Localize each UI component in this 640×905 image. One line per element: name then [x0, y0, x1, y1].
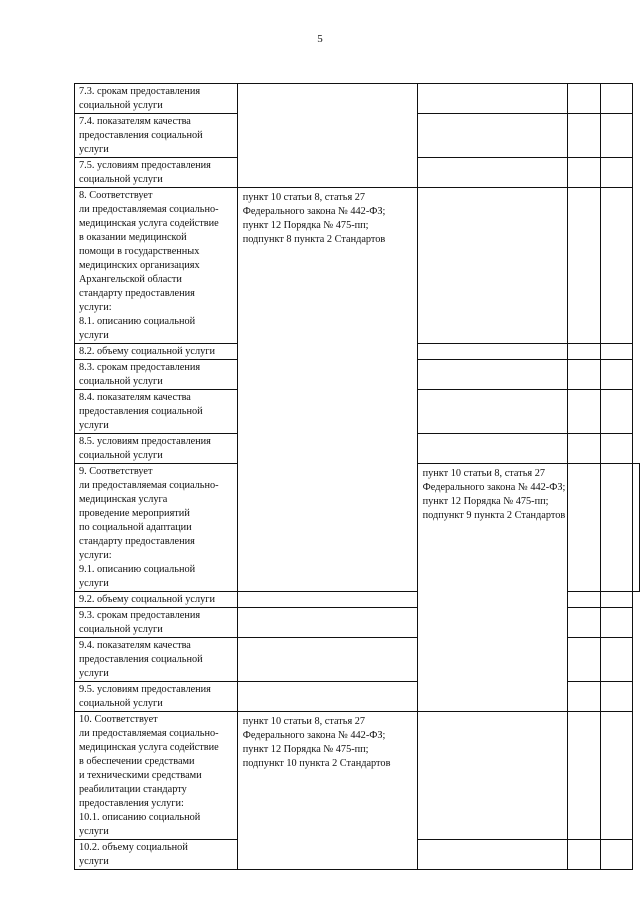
question-cell	[75, 464, 238, 592]
answer-na-cell[interactable]	[600, 114, 632, 158]
legal-basis-cell	[237, 712, 417, 870]
question-line: 8.5. условиям предоставления	[79, 436, 211, 447]
question-line: Архангельской области	[79, 274, 182, 285]
question-line: предоставления услуги:	[79, 798, 184, 809]
question-cell	[75, 592, 238, 608]
answer-no-cell[interactable]	[568, 608, 600, 638]
question-cell	[75, 638, 238, 682]
question-line: 9. Соответствует	[79, 466, 153, 477]
answer-yes-cell[interactable]	[417, 114, 568, 158]
legal-basis-line: пункт 10 статьи 8, статья 27	[242, 716, 366, 727]
answer-na-cell[interactable]	[600, 592, 632, 608]
question-cell	[75, 158, 238, 188]
question-line: услуги	[79, 420, 109, 431]
question-line: услуги:	[79, 550, 112, 561]
question-line: в обеспечении средствами	[79, 756, 195, 767]
question-cell	[75, 608, 238, 638]
answer-no-cell[interactable]	[568, 390, 600, 434]
answer-no-cell[interactable]	[568, 84, 600, 114]
checklist-body	[75, 84, 640, 870]
question-line: 9.5. условиям предоставления	[79, 684, 211, 695]
legal-basis-line: пункт 10 статьи 8, статья 27	[422, 468, 546, 479]
table-row	[75, 188, 640, 344]
question-line: медицинская услуга содействие	[79, 742, 219, 753]
answer-no-cell[interactable]	[568, 114, 600, 158]
question-line: 10. Соответствует	[79, 714, 158, 725]
answer-yes-cell[interactable]	[417, 840, 568, 870]
legal-basis-line: Федерального закона № 442-ФЗ;	[242, 730, 386, 741]
question-line: предоставления социальной	[79, 406, 203, 417]
answer-na-cell[interactable]	[600, 434, 632, 464]
question-line: проведение мероприятий	[79, 508, 190, 519]
question-line: 10.1. описанию социальной	[79, 812, 201, 823]
question-line: социальной услуги	[79, 100, 163, 111]
question-line: медицинских организациях	[79, 260, 200, 271]
question-cell	[75, 840, 238, 870]
question-line: услуги	[79, 826, 109, 837]
answer-no-cell[interactable]	[568, 682, 600, 712]
question-line: 8.4. показателям качества	[79, 392, 191, 403]
answer-yes-cell[interactable]	[237, 608, 417, 638]
answer-na-cell[interactable]	[600, 390, 632, 434]
answer-yes-cell[interactable]	[417, 158, 568, 188]
answer-yes-cell[interactable]	[568, 464, 600, 592]
question-line: 8.3. срокам предоставления	[79, 362, 201, 373]
question-line: ли предоставляемая социально-	[79, 480, 219, 491]
legal-basis-line: подпункт 8 пункта 2 Стандартов	[242, 234, 386, 245]
answer-no-cell[interactable]	[568, 592, 600, 608]
question-line: стандарту предоставления	[79, 288, 195, 299]
answer-yes-cell[interactable]	[237, 682, 417, 712]
question-line: услуги	[79, 330, 109, 341]
answer-na-cell[interactable]	[600, 84, 632, 114]
legal-basis-line: пункт 12 Порядка № 475-пп;	[422, 496, 549, 507]
legal-basis-line: пункт 12 Порядка № 475-пп;	[242, 220, 369, 231]
question-line: медицинская услуга	[79, 494, 168, 505]
table-row	[75, 84, 640, 114]
answer-na-cell[interactable]	[600, 840, 632, 870]
question-line: услуги:	[79, 302, 112, 313]
question-cell	[75, 360, 238, 390]
question-line: социальной услуги	[79, 450, 163, 461]
question-cell	[75, 682, 238, 712]
question-line: помощи в государственных	[79, 246, 200, 257]
question-line: 10.2. объему социальной	[79, 842, 188, 853]
answer-no-cell[interactable]	[568, 344, 600, 360]
answer-yes-cell[interactable]	[417, 712, 568, 840]
legal-basis-cell	[417, 464, 568, 712]
question-line: медицинская услуга содействие	[79, 218, 219, 229]
question-line: социальной услуги	[79, 376, 163, 387]
answer-na-cell[interactable]	[600, 638, 632, 682]
answer-na-cell[interactable]	[600, 344, 632, 360]
legal-basis-line: пункт 12 Порядка № 475-пп;	[242, 744, 369, 755]
answer-no-cell[interactable]	[568, 712, 600, 840]
question-cell	[75, 114, 238, 158]
legal-basis-line: Федерального закона № 442-ФЗ;	[422, 482, 566, 493]
question-cell	[75, 390, 238, 434]
legal-basis-line: Федерального закона № 442-ФЗ;	[242, 206, 386, 217]
answer-yes-cell[interactable]	[417, 344, 568, 360]
answer-yes-cell[interactable]	[417, 360, 568, 390]
question-line: стандарту предоставления	[79, 536, 195, 547]
answer-no-cell[interactable]	[568, 638, 600, 682]
question-line: реабилитации стандарту	[79, 784, 187, 795]
question-line: 8.2. объему социальной услуги	[79, 346, 216, 357]
question-cell	[75, 84, 238, 114]
answer-na-cell[interactable]	[600, 608, 632, 638]
question-line: 9.1. описанию социальной	[79, 564, 196, 575]
answer-no-cell[interactable]	[568, 158, 600, 188]
question-line: 8. Соответствует	[79, 190, 153, 201]
page-number: 5	[317, 33, 323, 45]
answer-yes-cell[interactable]	[237, 638, 417, 682]
question-line: предоставления социальной	[79, 130, 203, 141]
question-line: услуги	[79, 856, 109, 867]
question-line: ли предоставляемая социально-	[79, 204, 219, 215]
question-line: и техническими средствами	[79, 770, 202, 781]
legal-basis-cell	[237, 84, 417, 188]
legal-basis-cell	[237, 188, 417, 592]
legal-basis-line: подпункт 9 пункта 2 Стандартов	[422, 510, 566, 521]
question-line: 9.4. показателям качества	[79, 640, 191, 651]
answer-yes-cell[interactable]	[417, 188, 568, 344]
question-line: услуги	[79, 144, 109, 155]
answer-na-cell[interactable]	[600, 682, 632, 712]
answer-yes-cell[interactable]	[417, 84, 568, 114]
question-cell	[75, 188, 238, 344]
question-cell	[75, 344, 238, 360]
answer-yes-cell[interactable]	[417, 434, 568, 464]
question-line: 8.1. описанию социальной	[79, 316, 196, 327]
answer-no-cell[interactable]	[600, 464, 632, 592]
legal-basis-line: подпункт 10 пункта 2 Стандартов	[242, 758, 391, 769]
question-line: по социальной адаптации	[79, 522, 192, 533]
answer-yes-cell[interactable]	[417, 390, 568, 434]
question-line: социальной услуги	[79, 174, 163, 185]
question-line: в оказании медицинской	[79, 232, 187, 243]
answer-na-cell[interactable]	[600, 158, 632, 188]
question-line: 7.5. условиям предоставления	[79, 160, 211, 171]
answer-na-cell[interactable]	[600, 712, 632, 840]
question-line: 9.2. объему социальной услуги	[79, 594, 216, 605]
answer-no-cell[interactable]	[568, 188, 600, 344]
answer-na-cell[interactable]	[600, 188, 632, 344]
question-line: 9.3. срокам предоставления	[79, 610, 201, 621]
question-line: социальной услуги	[79, 698, 163, 709]
answer-no-cell[interactable]	[568, 360, 600, 390]
question-line: социальной услуги	[79, 624, 163, 635]
question-cell	[75, 434, 238, 464]
question-line: 7.3. срокам предоставления	[79, 86, 201, 97]
answer-yes-cell[interactable]	[237, 592, 417, 608]
table-row	[75, 712, 640, 840]
legal-basis-line: пункт 10 статьи 8, статья 27	[242, 192, 366, 203]
question-line: услуги	[79, 578, 109, 589]
answer-na-cell[interactable]	[600, 360, 632, 390]
question-line: предоставления социальной	[79, 654, 203, 665]
question-line: услуги	[79, 668, 109, 679]
answer-no-cell[interactable]	[568, 434, 600, 464]
checklist-table	[74, 83, 640, 870]
question-cell	[75, 712, 238, 840]
question-line: 7.4. показателям качества	[79, 116, 191, 127]
question-line: ли предоставляемая социально-	[79, 728, 219, 739]
answer-no-cell[interactable]	[568, 840, 600, 870]
answer-na-cell[interactable]	[633, 464, 640, 592]
